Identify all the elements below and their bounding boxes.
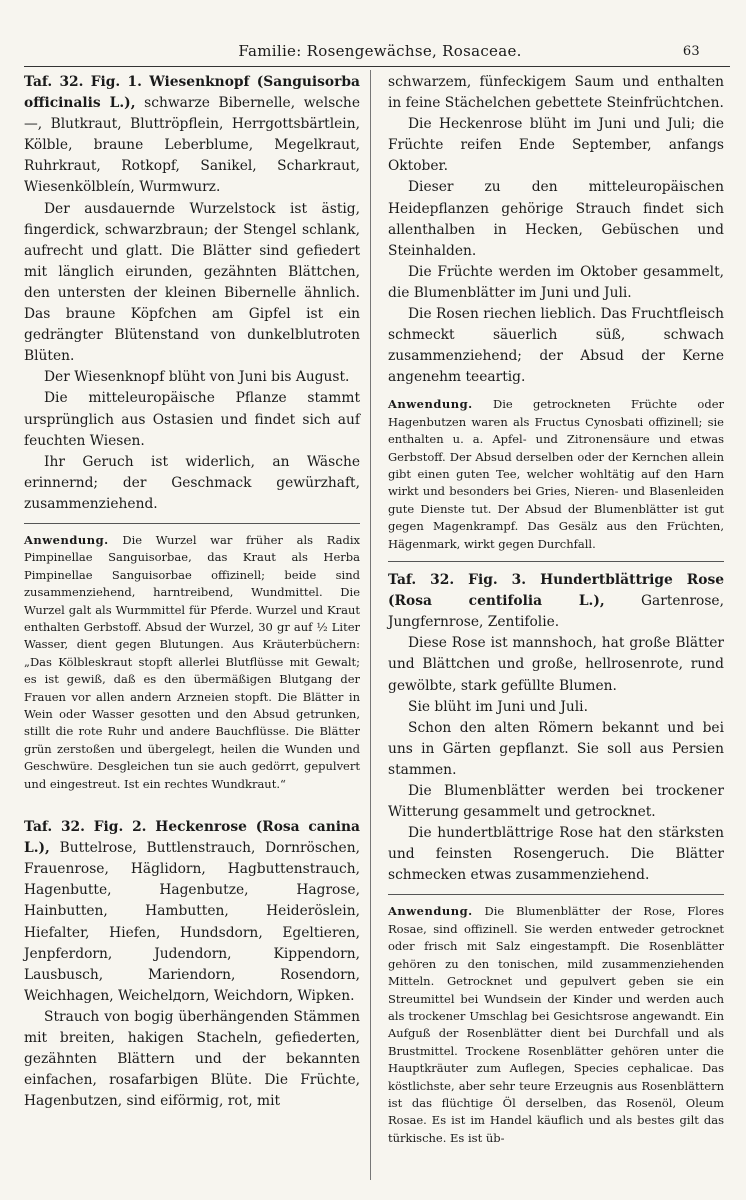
entry-heading <box>24 72 360 199</box>
entry-wiesenknopf <box>24 72 360 793</box>
entry-names: Buttelrose, Buttlenstrauch, Dornröschen, Frauenrose, Häglidorn, Hagbuttenstrauch, Hagenbutte, Hagenbutze, Hagrose, Hainbutten, Hambutten, Heideröslein, Hiefalter, Hiefen, Hundsdorn, Egeltieren, Jenpferdorn, Judendorn, Kippendorn, Lausbusch, Mariendorn, Rosendorn, Weichhagen, Weichelдorn, Weichdorn, Wipken. <box>24 840 360 1004</box>
right-column <box>388 72 724 1153</box>
usage-note <box>388 903 724 1147</box>
entry-centifolia <box>388 570 724 1147</box>
usage-text: Die getrockneten Früchte oder Hagenbutzen waren als Fructus Cynosbati offizinell; sie enthalten u. a. Apfel- und Zitronensäure und etwas Gerbstoff. Der Absud derselben oder der Kernchen allein gibt einen guten Tee, welcher wohltätig auf den Harn wirkt und besonders bei Gries, Nieren- und Blasenleiden gute Dienste tut. Der Absud der Blumenblätter ist gut gegen Magenkrampf. Das Gesälz aus den Früchten, Hägenmark, wirkt gegen Durchfall. <box>388 397 724 551</box>
paragraph: Die Rosen riechen lieblich. Das Fruchtfleisch schmeckt säuerlich süß, schwach zusammenziehend; der Absud der Kerne angenehm teeartig. <box>388 306 724 386</box>
usage-label: Anwendung. <box>388 397 473 412</box>
usage-label: Anwendung. <box>388 904 473 919</box>
paragraph: Die Blumenblätter werden bei trockener Witterung gesammelt und getrocknet. <box>388 783 724 821</box>
header-rule <box>24 66 730 67</box>
usage-note <box>24 532 360 793</box>
section-rule <box>388 561 724 562</box>
paragraph: Ihr Geruch ist widerlich, an Wäsche erinnernd; der Geschmack gewürzhaft, zusammenziehend. <box>24 453 360 512</box>
column-divider <box>370 70 371 1180</box>
paragraph: Die hundertblättrige Rose hat den stärksten und feinsten Rosengeruch. Die Blätter schmecken etwas zusammenziehend. <box>388 825 724 884</box>
usage-text: Die Blumenblätter der Rose, Flores Rosae, sind offizinell. Sie werden entweder getrocknet oder frisch mit Salz eingestampft. Die Rosenblätter gehören zu den tonischen, mild zusammenziehenden Mitteln. Getrocknet und gepulvert geben sie ein Streumittel bei Wundsein der Kinder und werden auch als trockener Umschlag bei Gesichtsrose angewandt. Ein Aufguß der Rosenblätter dient bei Durchfall und als Brustmittel. Trockene Rosenblätter gehören unter die Hauptkräuter zum Auflegen, Species cephalicae. Das köstlichste, aber sehr teure Erzeugnis aus Rosenblättern ist das flüchtige Öl derselben, das Rosenöl, Oleum Rosae. Es ist im Handel käuflich und als bestes gilt das türkische. Es ist üb- <box>388 904 724 1145</box>
paragraph: Dieser zu den mitteleuropäischen Heidepflanzen gehörige Strauch findet sich allenthalben in Hecken, Gebüschen und Steinhalden. <box>388 179 724 259</box>
paragraph: Sie blüht im Juni und Juli. <box>408 698 588 715</box>
paragraph: Diese Rose ist mannshoch, hat große Blätter und Blättchen und große, hellrosenrote, rund gewölbte, stark gefüllte Blumen. <box>388 635 724 694</box>
entry-label: Taf. 32. Fig. 3. Hundertblättrige Rose (Rosa centifolia L.), <box>388 572 724 610</box>
section-rule <box>24 523 360 524</box>
paragraph: Schon den alten Römern bekannt und bei uns in Gärten gepflanzt. Sie soll aus Persien stammen. <box>388 719 724 778</box>
entry-heading <box>24 817 360 1007</box>
paragraph: Die Früchte werden im Oktober gesammelt, die Blumenblätter im Juni und Juli. <box>388 263 724 301</box>
paragraph: Die Heckenrose blüht im Juni und Juli; die Früchte reifen Ende September, anfangs Oktober. <box>388 116 724 175</box>
paragraph: Der Wiesenknopf blüht von Juni bis August. <box>44 369 350 386</box>
entry-heckenrose <box>24 817 360 1112</box>
paragraph-continued: schwarzem, fünfeckigem Saum und enthalten in feine Stächelchen gebettete Steinfrüchtchen. <box>388 74 724 112</box>
paragraph: Die mitteleuropäische Pflanze stammt ursprünglich aus Ostasien und findet sich auf feuchten Wiesen. <box>24 390 360 449</box>
section-rule <box>388 894 724 895</box>
entry-names: schwarze Bibernelle, welsche —, Blutkraut, Bluttröpflein, Herrgottsbärtlein, Kölble, braune Leberblume, Megelkraut, Ruhrkraut, Rotkopf, Sanikel, Scharkraut, Wiesenkölbleín, Wurmwurz. <box>24 95 360 196</box>
paragraph: Strauch von bogig überhängenden Stämmen mit breiten, hakigen Stacheln, gefiederten, gezähnten Blättern und der bekannten einfachen, rosafarbigen Blüte. Die Früchte, Hagenbutzen, sind eiförmig, rot, mit <box>24 1008 360 1110</box>
entry-heading <box>388 570 724 633</box>
usage-note <box>388 396 724 553</box>
page-title: Familie: Rosengewächse, Rosaceae. <box>238 42 522 60</box>
left-column <box>24 72 360 1118</box>
entry-label: Taf. 32. Fig. 1. Wiesenknopf (Sanguisorba officinalis L.), <box>24 74 360 112</box>
entry-label: Taf. 32. Fig. 2. Heckenrose (Rosa canina L.), <box>24 819 360 857</box>
usage-label: Anwendung. <box>24 532 109 547</box>
page-number: 63 <box>682 44 700 59</box>
entry-names: Gartenrose, Jungfernrose, Zentifolie. <box>388 593 724 631</box>
paragraph: Der ausdauernde Wurzelstock ist ästig, fingerdick, schwarzbraun; der Stengel schlank, aufrecht und glatt. Die Blätter sind gefiedert mit länglich eirunden, gezähnten Blättchen, den untersten der kleinen Bibernelle ähnlich. Das braune Köpfchen am Gipfel ist ein gedrängter Blütenstand von dunkelblutroten Blüten. <box>24 200 360 365</box>
page-header <box>60 38 700 66</box>
usage-text: Die Wurzel war früher als Radix Pimpinellae Sanguisorbae, das Kraut als Herba Pimpinellae Sanguisorbae offizinell; beide sind zusammenziehend, harntreibend, Wundmittel. Die Wurzel galt als Wurmmittel für Pferde. Wurzel und Kraut enthalten Gerbstoff. Absud der Wurzel, 30 gr auf ½ Liter Wasser, dient gegen Blutungen. Aus Kräuterbüchern: „Das Kölbleskraut stopft allerlei Blutflüsse mit Gewalt; es ist gewiß, daß es den übermäßigen Blutgang der Frauen vor allen andern Arzneien stopft. Die Blätter in Wein oder Wasser gesotten und den Absud getrunken, stillt die rote Ruhr und andere Bauchflüsse. Die Blätter grün zerstoßen und übergelegt, heilen die Wunden und Geschwüre. Desgleichen tun sie auch gedörrt, gepulvert und eingestreut. Ist ein rechtes Wundkraut.“ <box>24 532 360 791</box>
